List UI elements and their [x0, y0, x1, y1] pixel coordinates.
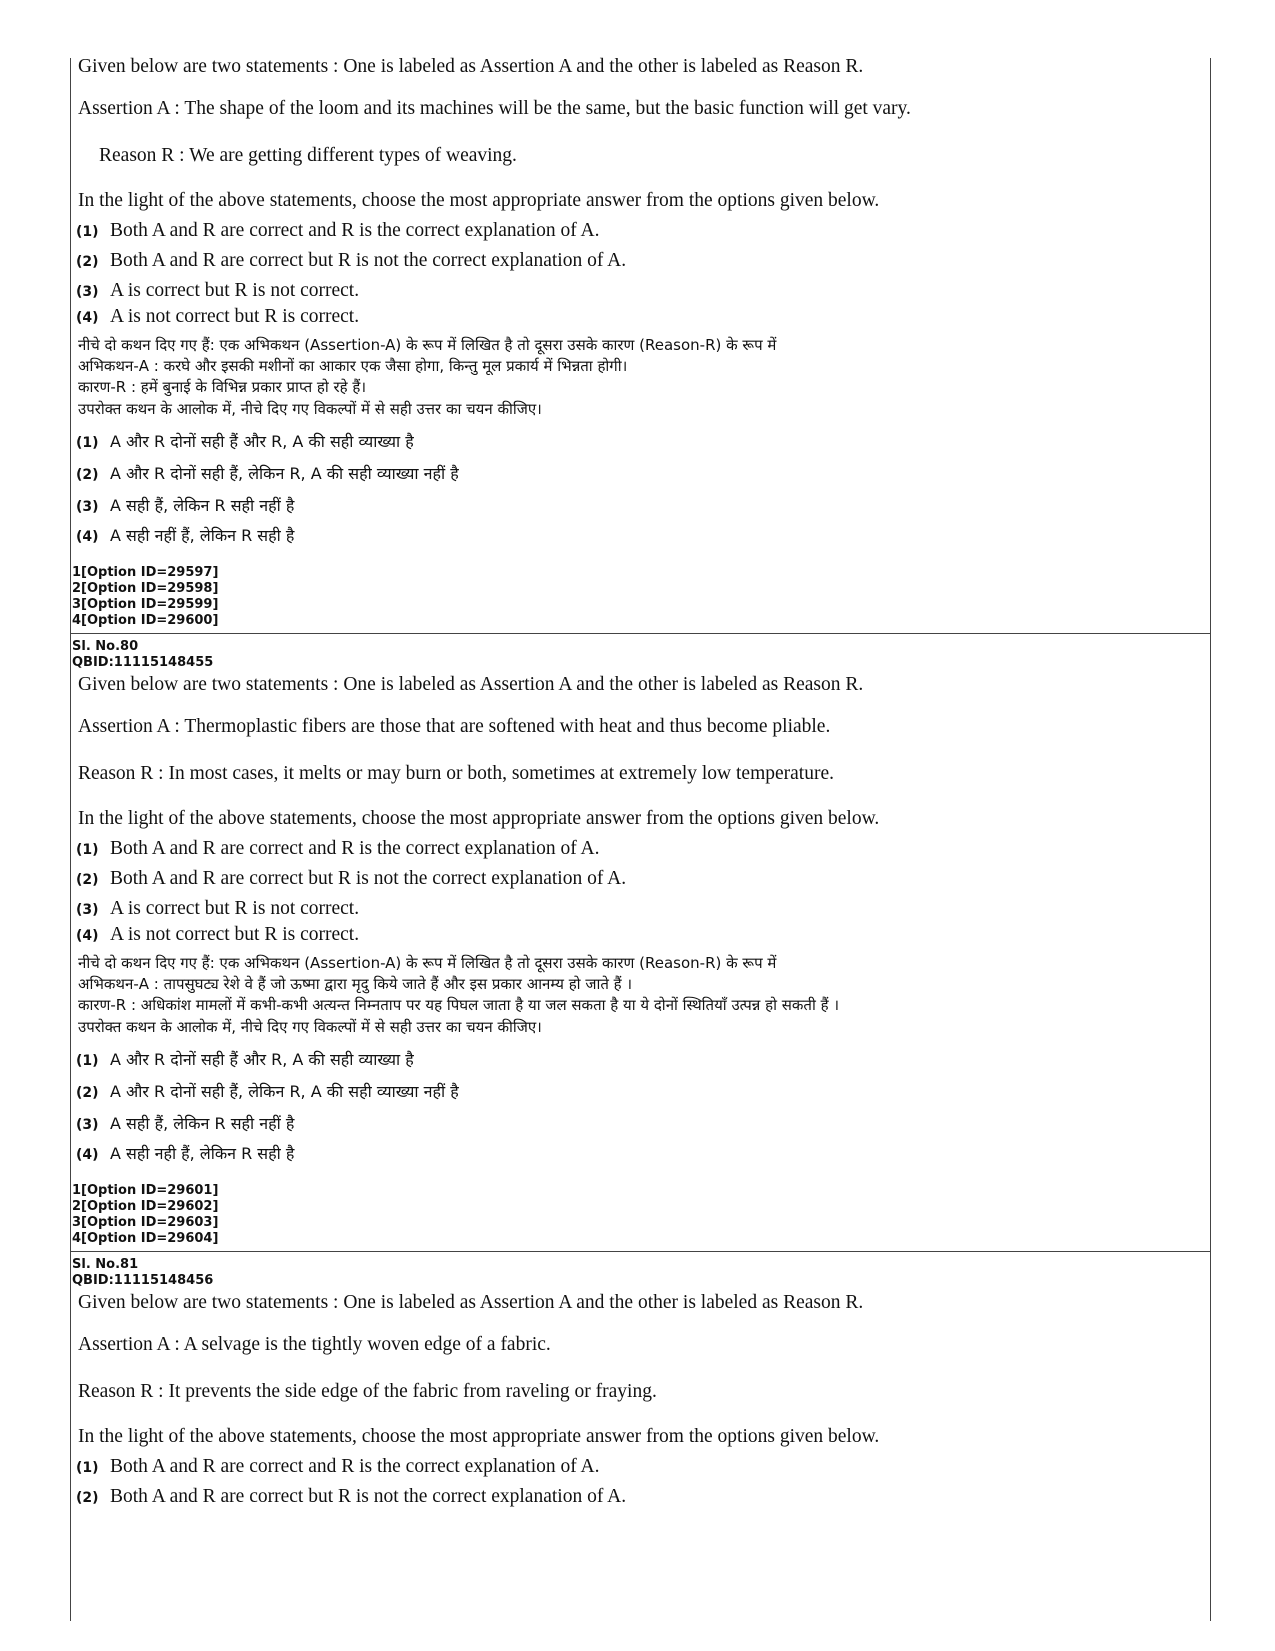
qbid: QBID:11115148456: [72, 1273, 214, 1288]
option-number: (2): [76, 1085, 99, 1101]
option-en-4: [76, 306, 359, 328]
hindi-line: अभिकथन-A : करघे और इसकी मशीनों का आकार एक जैसा होगा, किन्तु मूल प्रकार्य में भिन्नता होगी।: [78, 357, 628, 375]
option-id: 1[Option ID=29597]: [72, 565, 219, 580]
option-number: (3): [76, 1117, 99, 1133]
hindi-line: अभिकथन-A : तापसुघट्य रेशे वे हैं जो ऊष्मा द्वारा मृदु किये जाते हैं और इस प्रकार आनम्य हो जाते हैं ।: [78, 975, 633, 993]
question-intro: Given below are two statements : One is labeled as Assertion A and the other is labeled as Reason R.: [78, 674, 864, 695]
option-text: A और R दोनों सही हैं, लेकिन R, A की सही व्याख्या नहीं है: [110, 1082, 459, 1101]
option-text: A सही नहीं हैं, लेकिन R सही है: [110, 526, 295, 545]
option-en-1: [76, 220, 600, 242]
assertion-text: Assertion A : Thermoplastic fibers are those that are softened with heat and thus become pliable.: [78, 716, 831, 737]
option-en-2: [76, 250, 626, 272]
option-id: 4[Option ID=29600]: [72, 613, 219, 628]
option-id: 1[Option ID=29601]: [72, 1183, 219, 1198]
option-number: (1): [76, 224, 99, 240]
option-text: A is not correct but R is correct.: [110, 306, 360, 327]
serial-number: Sl. No.80: [72, 639, 139, 654]
option-en-2: [76, 1486, 626, 1508]
option-text: A और R दोनों सही हैं और R, A की सही व्याख्या है: [110, 1050, 414, 1069]
option-number: (4): [76, 1147, 99, 1163]
option-hi-4: [76, 1142, 294, 1164]
option-id: 2[Option ID=29602]: [72, 1199, 219, 1214]
option-hi-1: [76, 1048, 414, 1070]
option-en-4: [76, 924, 359, 946]
option-hi-2: [76, 462, 459, 484]
instruction-text: In the light of the above statements, choose the most appropriate answer from the options given below.: [78, 1426, 880, 1447]
option-text: Both A and R are correct and R is the correct explanation of A.: [110, 838, 600, 859]
option-text: A और R दोनों सही हैं, लेकिन R, A की सही व्याख्या नहीं है: [110, 464, 459, 483]
option-number: (1): [76, 1460, 99, 1476]
option-en-1: [76, 1456, 600, 1478]
option-number: (2): [76, 254, 99, 270]
option-text: A सही हैं, लेकिन R सही नहीं है: [110, 1114, 295, 1133]
option-number: (1): [76, 435, 99, 451]
hindi-line: नीचे दो कथन दिए गए हैं: एक अभिकथन (Assertion-A) के रूप में लिखित है तो दूसरा उसके कारण (Reason-R) के रूप में: [78, 954, 777, 972]
instruction-text: In the light of the above statements, choose the most appropriate answer from the options given below.: [78, 190, 880, 211]
question-intro: Given below are two statements : One is labeled as Assertion A and the other is labeled as Reason R.: [78, 56, 864, 77]
option-id: 3[Option ID=29603]: [72, 1215, 219, 1230]
option-text: A is correct but R is not correct.: [110, 898, 360, 919]
option-text: Both A and R are correct but R is not the correct explanation of A.: [110, 868, 627, 889]
option-text: Both A and R are correct but R is not the correct explanation of A.: [110, 1486, 627, 1507]
assertion-text: Assertion A : The shape of the loom and its machines will be the same, but the basic function will get vary.: [78, 98, 911, 119]
serial-number: Sl. No.81: [72, 1257, 139, 1272]
option-number: (4): [76, 529, 99, 545]
option-text: A सही नही हैं, लेकिन R सही है: [110, 1144, 295, 1163]
option-en-3: [76, 898, 359, 920]
option-text: Both A and R are correct and R is the correct explanation of A.: [110, 220, 600, 241]
left-border: [70, 58, 71, 1621]
instruction-text: In the light of the above statements, choose the most appropriate answer from the options given below.: [78, 808, 880, 829]
option-number: (1): [76, 842, 99, 858]
hindi-line: उपरोक्त कथन के आलोक में, नीचे दिए गए विकल्पों में से सही उत्तर का चयन कीजिए।: [78, 1018, 542, 1036]
option-text: A is correct but R is not correct.: [110, 280, 360, 301]
option-number: (3): [76, 499, 99, 515]
qbid: QBID:11115148455: [72, 655, 214, 670]
question-intro: Given below are two statements : One is labeled as Assertion A and the other is labeled as Reason R.: [78, 1292, 864, 1313]
option-hi-4: [76, 524, 294, 546]
hindi-line: कारण-R : हमें बुनाई के विभिन्न प्रकार प्राप्त हो रहे हैं।: [78, 378, 367, 396]
option-en-1: [76, 838, 600, 860]
option-hi-3: [76, 1112, 294, 1134]
option-number: (2): [76, 872, 99, 888]
option-number: (2): [76, 1490, 99, 1506]
option-text: Both A and R are correct and R is the correct explanation of A.: [110, 1456, 600, 1477]
option-text: A is not correct but R is correct.: [110, 924, 360, 945]
option-number: (4): [76, 928, 99, 944]
option-number: (3): [76, 284, 99, 300]
option-id: 3[Option ID=29599]: [72, 597, 219, 612]
option-hi-1: [76, 430, 414, 452]
hindi-line: उपरोक्त कथन के आलोक में, नीचे दिए गए विकल्पों में से सही उत्तर का चयन कीजिए।: [78, 400, 542, 418]
question-divider: [70, 1251, 1211, 1252]
option-text: A सही हैं, लेकिन R सही नहीं है: [110, 496, 295, 515]
hindi-line: कारण-R : अधिकांश मामलों में कभी-कभी अत्यन्त निम्नताप पर यह पिघल जाता है या जल सकता है या ये दोनों स्थितियाँ उत्पन्न हो सकती हैं ।: [78, 996, 840, 1014]
option-en-3: [76, 280, 359, 302]
option-number: (4): [76, 310, 99, 326]
option-id: 4[Option ID=29604]: [72, 1231, 219, 1246]
hindi-line: नीचे दो कथन दिए गए हैं: एक अभिकथन (Assertion-A) के रूप में लिखित है तो दूसरा उसके कारण (Reason-R) के रूप में: [78, 336, 777, 354]
option-id: 2[Option ID=29598]: [72, 581, 219, 596]
assertion-text: Assertion A : A selvage is the tightly woven edge of a fabric.: [78, 1334, 551, 1355]
option-number: (3): [76, 902, 99, 918]
option-text: A और R दोनों सही हैं और R, A की सही व्याख्या है: [110, 432, 414, 451]
option-number: (1): [76, 1053, 99, 1069]
reason-text: Reason R : In most cases, it melts or may burn or both, sometimes at extremely low temperature.: [78, 763, 834, 784]
option-hi-3: [76, 494, 294, 516]
question-divider: [70, 633, 1211, 634]
reason-text: Reason R : It prevents the side edge of the fabric from raveling or fraying.: [78, 1381, 657, 1402]
reason-text: Reason R : We are getting different types of weaving.: [99, 145, 517, 166]
option-number: (2): [76, 467, 99, 483]
option-en-2: [76, 868, 626, 890]
option-hi-2: [76, 1080, 459, 1102]
option-text: Both A and R are correct but R is not the correct explanation of A.: [110, 250, 627, 271]
right-border: [1210, 58, 1211, 1621]
